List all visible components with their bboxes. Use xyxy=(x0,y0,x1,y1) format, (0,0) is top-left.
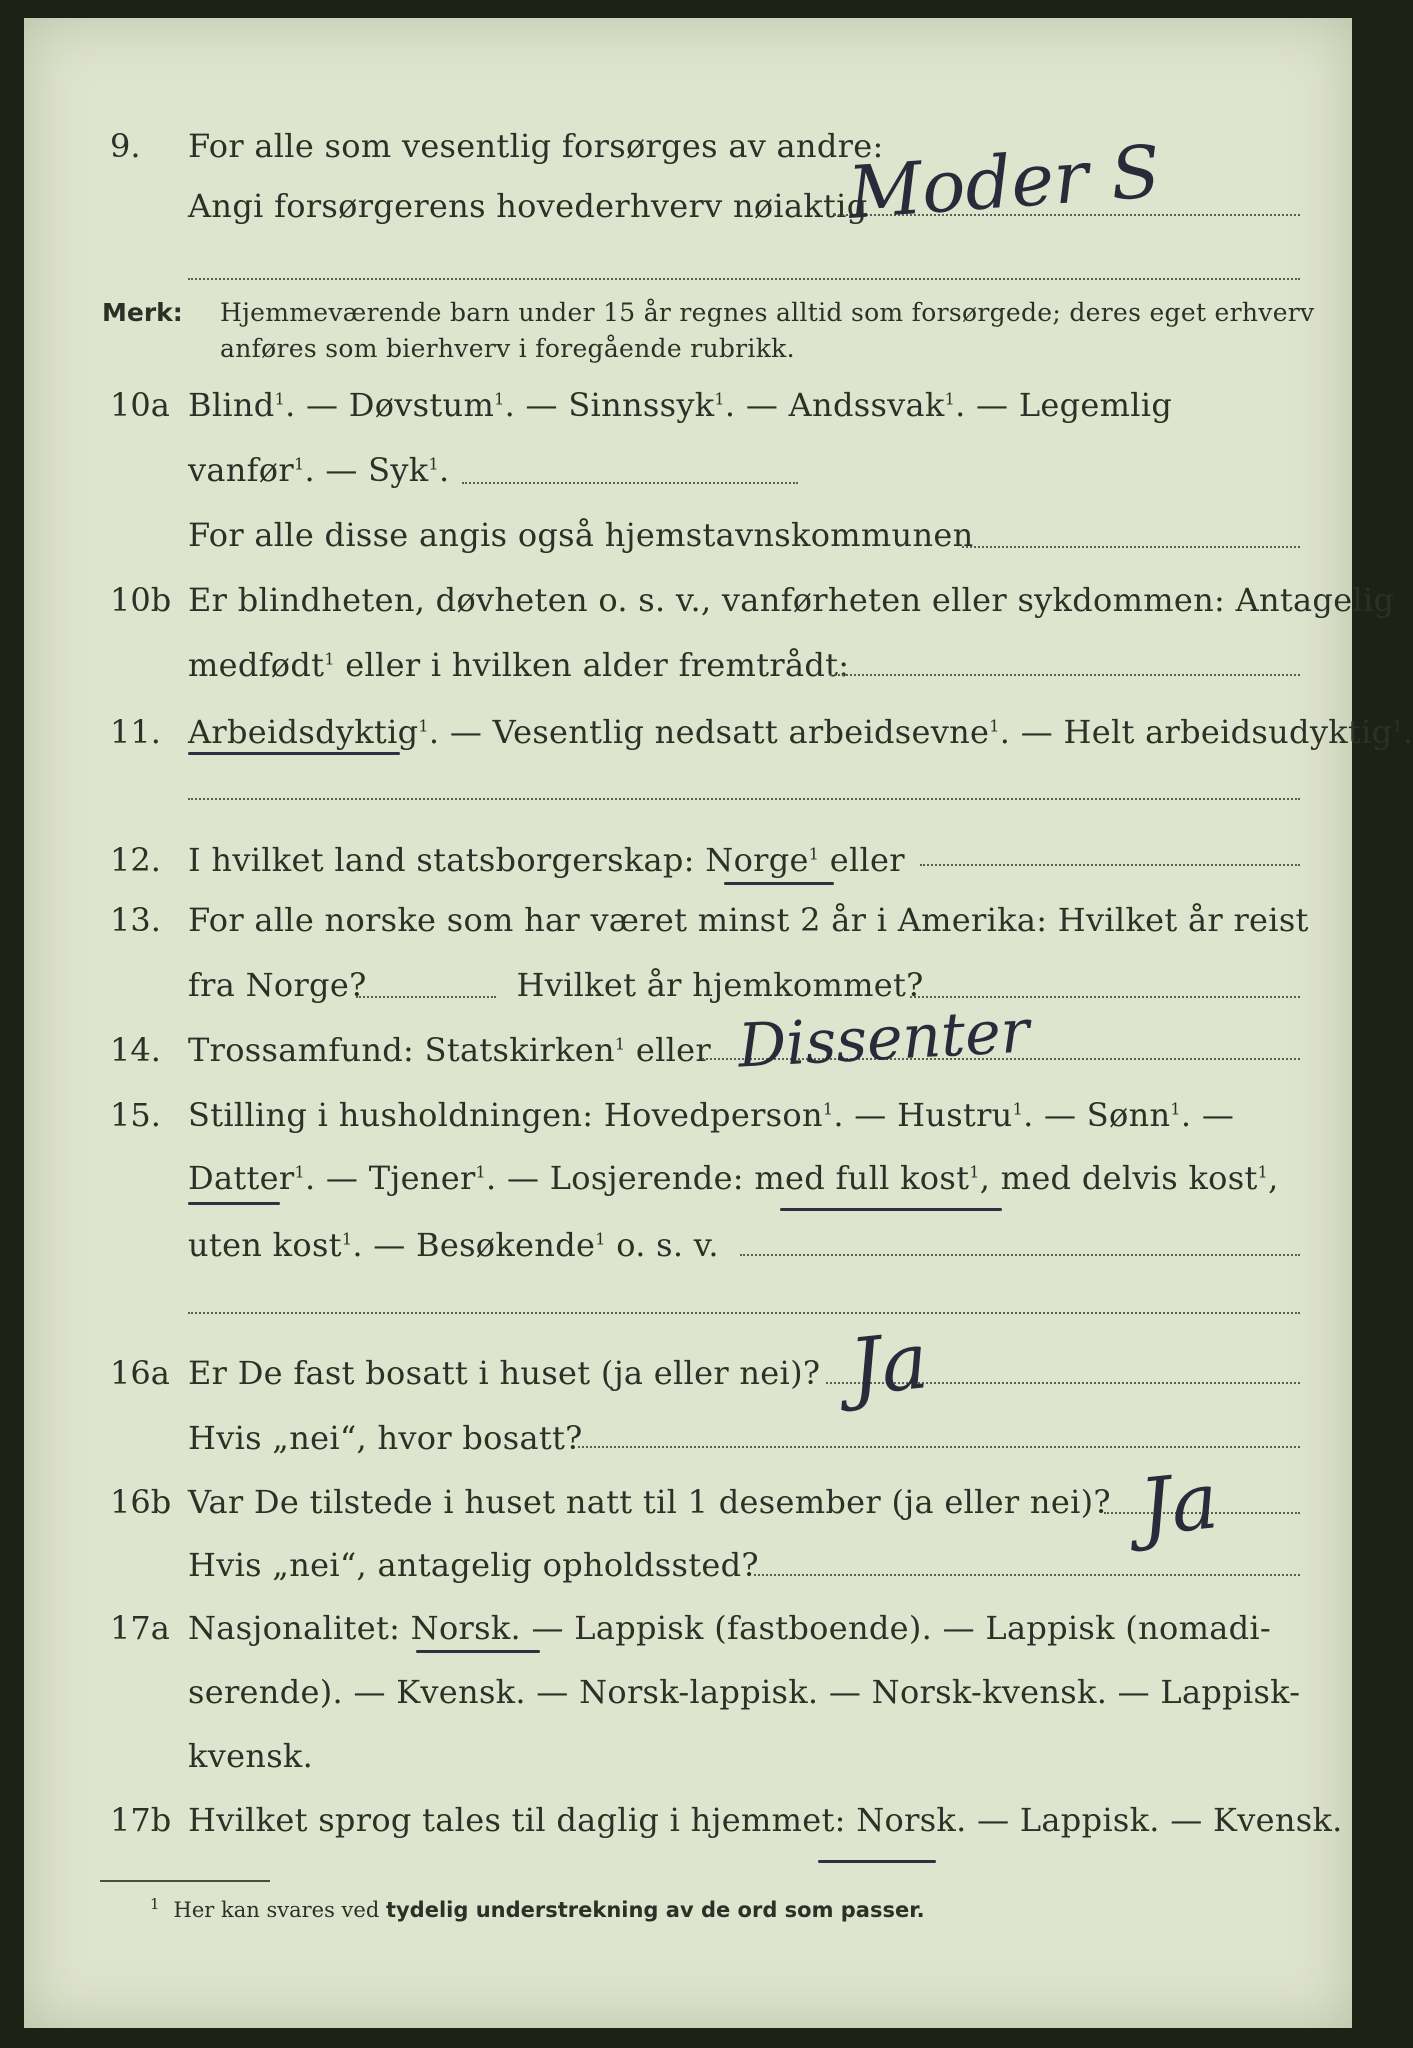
underline-mark xyxy=(780,1208,1002,1211)
q10a-line3: For alle disse angis også hjemstavnskommunen xyxy=(188,516,974,554)
answer-line xyxy=(830,674,1300,676)
q17a-line2: serende). — Kvensk. — Norsk-lappisk. — Norsk-kvensk. — Lappisk- xyxy=(188,1673,1301,1711)
q9-number: 9. xyxy=(110,127,141,165)
q10a-number: 10a xyxy=(110,386,170,424)
merk-line1: Hjemmeværende barn under 15 år regnes alltid som forsørgede; deres eget erhverv xyxy=(220,298,1315,327)
underline-mark xyxy=(416,1650,540,1653)
q16a-line2: Hvis „nei“, hvor bosatt? xyxy=(188,1419,583,1457)
q9-line2: Angi forsørgerens hovederhverv nøiaktig xyxy=(188,187,868,225)
q17b-line: Hvilket sprog tales til daglig i hjemmet: Norsk. — Lappisk. — Kvensk. xyxy=(188,1801,1343,1839)
merk-label: Merk: xyxy=(102,298,183,327)
q10b-line2: medfødt$^1$ eller i hvilken alder fremtrådt: xyxy=(188,646,850,684)
answer-line xyxy=(920,864,1300,866)
q12-line: I hvilket land statsborgerskap: Norge$^1$ eller xyxy=(188,841,905,879)
q16b-line1: Var De tilstede i huset natt til 1 desember (ja eller nei)? xyxy=(188,1483,1111,1521)
footnote-rule xyxy=(100,1880,270,1882)
answer-line xyxy=(910,996,1300,998)
q17a-line3: kvensk. xyxy=(188,1737,314,1775)
underline-mark xyxy=(188,1202,280,1205)
q13-line1: For alle norske som har været minst 2 år i Amerika: Hvilket år reist xyxy=(188,901,1309,939)
answer-line xyxy=(962,546,1300,548)
q15-line1: Stilling i husholdningen: Hovedperson$^1$. — Hustru$^1$. — Sønn$^1$. — xyxy=(188,1096,1235,1134)
q9-handwritten-answer: Moder S xyxy=(845,129,1163,235)
footnote: $^1$ Her kan svares ved tydelig understrekning av de ord som passer. xyxy=(150,1895,925,1922)
q16b-number: 16b xyxy=(110,1483,172,1521)
answer-line xyxy=(188,278,1300,280)
q16a-line1: Er De fast bosatt i huset (ja eller nei)? xyxy=(188,1354,821,1392)
q13-number: 13. xyxy=(110,901,161,939)
q13-line2: fra Norge? Hvilket år hjemkommet? xyxy=(188,966,924,1004)
answer-line xyxy=(754,1574,1300,1576)
answer-line xyxy=(578,1446,1300,1448)
q17a-number: 17a xyxy=(110,1609,170,1647)
q14-handwritten-answer: Dissenter xyxy=(736,996,1031,1082)
q16b-handwritten-answer: Ja xyxy=(1135,1456,1223,1554)
q15-line3: uten kost$^1$. — Besøkende$^1$ o. s. v. xyxy=(188,1226,719,1264)
answer-line xyxy=(740,1254,1300,1256)
q10a-line2: vanfør$^1$. — Syk$^1$. xyxy=(188,451,450,489)
q10b-line1: Er blindheten, døvheten o. s. v., vanførheten eller sykdommen: Antagelig xyxy=(188,581,1395,619)
q11-number: 11. xyxy=(110,713,161,751)
answer-line xyxy=(188,1312,1300,1314)
q15-number: 15. xyxy=(110,1096,161,1134)
underline-mark xyxy=(188,752,400,755)
q14-number: 14. xyxy=(110,1031,161,1069)
q10b-number: 10b xyxy=(110,581,172,619)
q16a-number: 16a xyxy=(110,1354,170,1392)
q9-line1: For alle som vesentlig forsørges av andre: xyxy=(188,127,884,165)
answer-line xyxy=(356,996,496,998)
q15-line2: Datter$^1$. — Tjener$^1$. — Losjerende: med full kost$^1$, med delvis kost$^1$, xyxy=(188,1159,1279,1197)
underline-mark xyxy=(724,882,834,885)
q17b-number: 17b xyxy=(110,1801,172,1839)
q14-line: Trossamfund: Statskirken$^1$ eller xyxy=(188,1031,712,1069)
q10a-line1: Blind$^1$. — Døvstum$^1$. — Sinnssyk$^1$. — Andssvak$^1$. — Legemlig xyxy=(188,386,1173,424)
q11-line: Arbeidsdyktig$^1$. — Vesentlig nedsatt arbeidsevne$^1$. — Helt arbeidsudyktig$^1$. xyxy=(188,713,1413,751)
q16b-line2: Hvis „nei“, antagelig opholdssted? xyxy=(188,1546,759,1584)
q12-number: 12. xyxy=(110,841,161,879)
q16a-handwritten-answer: Ja xyxy=(845,1316,933,1414)
answer-line xyxy=(462,482,798,484)
q17a-line1: Nasjonalitet: Norsk. — Lappisk (fastboende). — Lappisk (nomadi- xyxy=(188,1609,1272,1647)
answer-line xyxy=(188,798,1300,800)
merk-line2: anføres som bierhverv i foregående rubrikk. xyxy=(220,334,795,363)
underline-mark xyxy=(818,1860,936,1863)
